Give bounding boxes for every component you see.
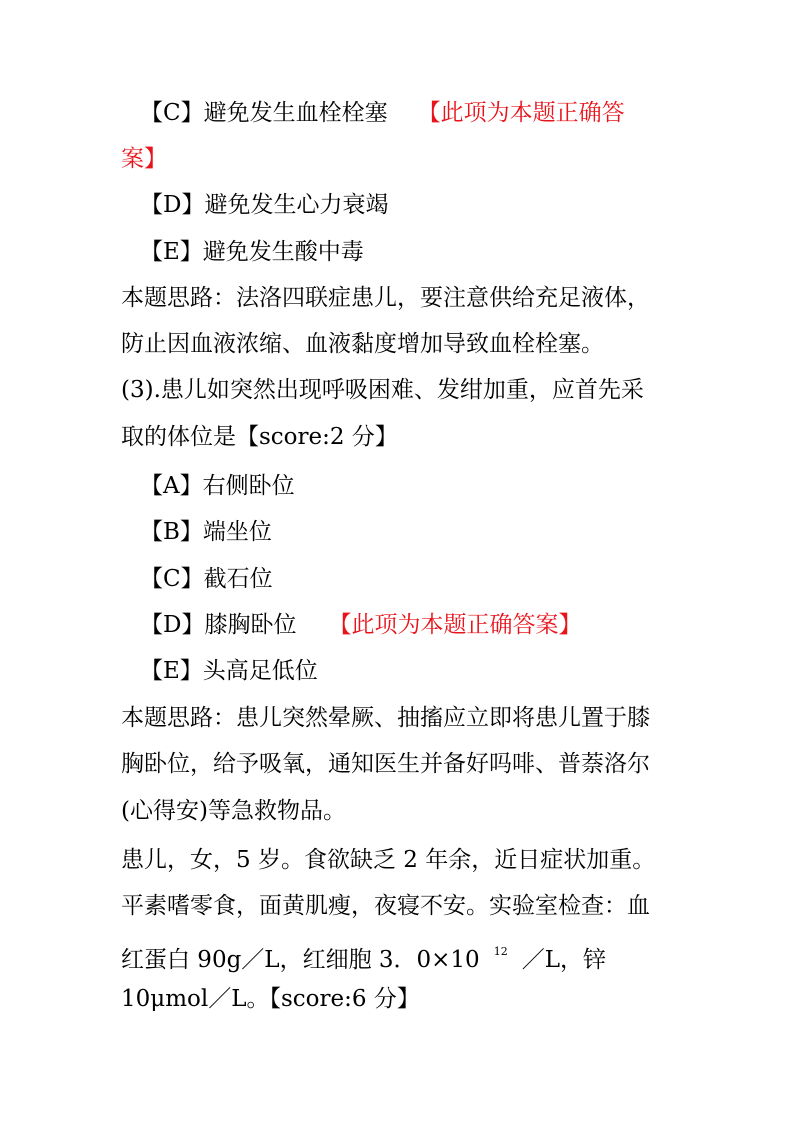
option-c: 【C】截石位	[140, 566, 273, 592]
case-text: 平素嗜零食，面黄肌瘦，夜寝不安。实验室检查：血	[121, 893, 650, 919]
option-e: 【E】避免发生酸中毒	[140, 239, 364, 265]
option-b: 【B】端坐位	[140, 519, 272, 545]
option-d: 【D】避免发生心力衰竭	[140, 192, 389, 218]
option-e: 【E】头高足低位	[140, 658, 318, 684]
case-text: ／L，锌	[521, 947, 606, 973]
case-text: 患儿，女，5 岁。食欲缺乏 2 年余，近日症状加重。	[121, 847, 656, 873]
case-text: 10μmol／L。【score:6 分】	[121, 986, 420, 1012]
explanation-line: 防止因血液浓缩、血液黏度增加导致血栓栓塞。	[121, 331, 604, 357]
option-a: 【A】右侧卧位	[140, 473, 295, 499]
correct-answer-mark-continued: 案】	[121, 146, 167, 172]
correct-answer-mark: 【此项为本题正确答	[417, 100, 625, 126]
explanation-line: 本题思路：法洛四联症患儿，要注意供给充足液体，	[121, 285, 650, 311]
case-text-with-exponent	[121, 937, 606, 973]
option-c: 【C】避免发生血栓栓塞	[140, 100, 388, 126]
exponent: 12	[493, 945, 508, 958]
explanation-line: 胸卧位，给予吸氧，通知医生并备好吗啡、普萘洛尔	[121, 751, 650, 777]
correct-answer-mark: 【此项为本题正确答案】	[328, 612, 582, 638]
option-c-line	[140, 98, 625, 128]
explanation-line: 本题思路：患儿突然晕厥、抽搐应立即将患儿置于膝	[121, 705, 650, 731]
question-stem: (3).患儿如突然出现呼吸困难、发绀加重，应首先采	[121, 377, 644, 403]
option-d-line	[140, 610, 581, 640]
explanation-line: (心得安)等急救物品。	[121, 798, 346, 824]
case-text: 红蛋白 90g／L，红细胞 3．0×10	[121, 947, 480, 973]
question-stem: 取的体位是【score:2 分】	[121, 424, 398, 450]
option-d: 【D】膝胸卧位	[140, 612, 297, 638]
